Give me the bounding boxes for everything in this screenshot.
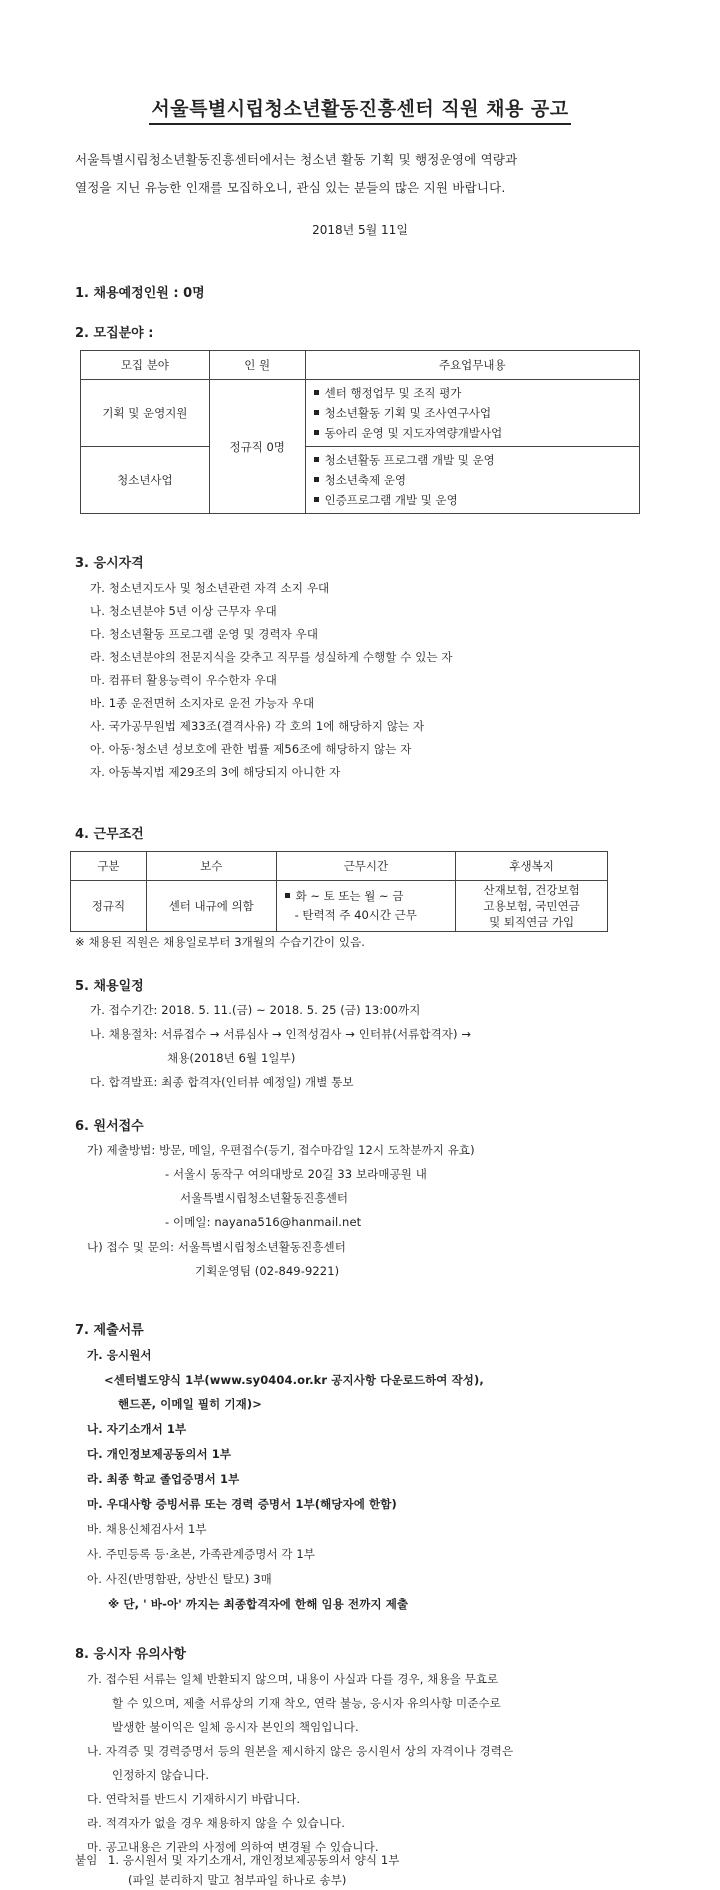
hours-line: - 탄력적 주 40시간 근무: [294, 908, 417, 922]
notice-line: 할 수 있으며, 제출 서류상의 기재 착오, 연락 불능, 응시자 유의사항 미준수로: [112, 1696, 501, 1710]
intro-line-1: 서울특별시립청소년활동진흥센터에서는 청소년 활동 기획 및 행정운영에 역량과: [75, 152, 518, 167]
schedule-item: 다. 합격발표: 최종 합격자(인터뷰 예정일) 개별 통보: [90, 1075, 354, 1089]
document-item: 핸드폰, 이메일 필히 기재)>: [118, 1397, 262, 1411]
application-line: 가) 제출방법: 방문, 메일, 우편접수(등기, 접수마감일 12시 도착분까지 유효): [87, 1143, 475, 1157]
qualification-item: 마. 컴퓨터 활용능력이 우수한자 우대: [90, 673, 277, 687]
document-item: 바. 채용신체검사서 1부: [87, 1522, 207, 1536]
hours-line: 화 ~ 토 또는 월 ~ 금: [285, 887, 456, 906]
page-title: [0, 94, 720, 121]
attachment-line: 1. 응시원서 및 자기소개서, 개인정보제공동의서 양식 1부: [108, 1853, 400, 1867]
welfare-cell: [456, 881, 608, 932]
section-1-heading: 1. 채용예정인원 : 0명: [75, 286, 205, 301]
employment-type: 정규직: [71, 881, 147, 932]
welfare-line: 및 퇴직연금 가입: [489, 915, 575, 929]
section-6-heading: 6. 원서접수: [75, 1119, 144, 1134]
section-3-heading: 3. 응시자격: [75, 556, 144, 571]
notice-line: 가. 접수된 서류는 일체 반환되지 않으며, 내용이 사실과 다를 경우, 채용을 무효로: [87, 1672, 499, 1686]
bullet-icon: [314, 457, 319, 462]
section-5-heading: 5. 채용일정: [75, 979, 144, 994]
attachment-label: 붙임: [75, 1853, 98, 1867]
schedule-item: 나. 채용절차: 서류접수 → 서류심사 → 인적성검사 → 인터뷰(서류합격자) →: [90, 1027, 472, 1041]
document-item: 다. 개인정보제공동의서 1부: [87, 1447, 232, 1461]
document-item: 사. 주민등록 등·초본, 가족관계증명서 각 1부: [87, 1547, 316, 1561]
duty-item: 청소년축제 운영: [314, 470, 631, 490]
intro-line-2: 열정을 지닌 유능한 인재를 모집하오니, 관심 있는 분들의 많은 지원 바랍니다.: [75, 180, 506, 195]
probation-note: ※ 채용된 직원은 채용일로부터 3개월의 수습기간이 있음.: [75, 935, 366, 949]
duties-cell: [305, 447, 639, 514]
headcount-cell: 정규직 0명: [209, 380, 305, 514]
document-item: 마. 우대사항 증빙서류 또는 경력 증명서 1부(해당자에 한함): [87, 1497, 397, 1511]
table-row: [81, 447, 640, 514]
notice-line: 다. 연락처를 반드시 기재하시기 바랍니다.: [87, 1792, 301, 1806]
duty-item: 동아리 운영 및 지도자역량개발사업: [314, 423, 631, 443]
schedule-item: 채용(2018년 6월 1일부): [167, 1051, 296, 1065]
table-header: 보수: [146, 852, 276, 881]
application-line: - 서울시 동작구 여의대방로 20길 33 보라매공원 내: [165, 1167, 427, 1181]
duties-cell: [305, 380, 639, 447]
document-item: 라. 최종 학교 졸업증명서 1부: [87, 1472, 240, 1486]
application-line: 기획운영팀 (02-849-9221): [195, 1264, 340, 1278]
field-name: 기획 및 운영지원: [81, 380, 210, 447]
notice-line: 인정하지 않습니다.: [112, 1768, 210, 1782]
table-header-row: [71, 852, 608, 881]
table-header: 근무시간: [276, 852, 456, 881]
welfare-line: 산재보험, 건강보험: [483, 883, 580, 897]
bullet-icon: [314, 410, 319, 415]
table-header-row: [81, 351, 640, 380]
section-8-heading: 8. 응시자 유의사항: [75, 1647, 186, 1662]
table-row: [71, 881, 608, 932]
document-note: ※ 단, ' 바-아' 까지는 최종합격자에 한해 임용 전까지 제출: [108, 1597, 409, 1611]
document-item: <센터별도양식 1부(www.sy0404.or.kr 공지사항 다운로드하여 작성),: [104, 1373, 484, 1387]
application-line: 나) 접수 및 문의: 서울특별시립청소년활동진흥센터: [87, 1240, 346, 1254]
application-line: - 이메일: nayana516@hanmail.net: [165, 1215, 362, 1229]
recruitment-fields-table: [80, 350, 640, 514]
hours-cell: [276, 881, 456, 932]
document-item: 나. 자기소개서 1부: [87, 1422, 187, 1436]
field-name: 청소년사업: [81, 447, 210, 514]
qualification-item: 사. 국가공무원법 제33조(결격사유) 각 호의 1에 해당하지 않는 자: [90, 719, 425, 733]
table-header: 주요업무내용: [305, 351, 639, 380]
notice-line: 나. 자격증 및 경력증명서 등의 원본을 제시하지 않은 응시원서 상의 자격이나 경력은: [87, 1744, 514, 1758]
section-2-heading: 2. 모집분야 :: [75, 326, 154, 341]
bullet-icon: [314, 390, 319, 395]
qualification-item: 나. 청소년분야 5년 이상 근무자 우대: [90, 604, 277, 618]
duty-item: 인증프로그램 개발 및 운영: [314, 490, 631, 510]
duty-item: 센터 행정업무 및 조직 평가: [314, 383, 631, 403]
table-header: 구분: [71, 852, 147, 881]
duty-item: 청소년활동 프로그램 개발 및 운영: [314, 450, 631, 470]
qualification-item: 자. 아동복지법 제29조의 3에 해당되지 아니한 자: [90, 765, 341, 779]
application-line: 서울특별시립청소년활동진흥센터: [180, 1191, 349, 1205]
page-title-text: 서울특별시립청소년활동진흥센터 직원 채용 공고: [149, 98, 570, 125]
section-7-heading: 7. 제출서류: [75, 1323, 144, 1338]
attachment-line: (파일 분리하지 말고 첨부파일 하나로 송부): [128, 1873, 347, 1887]
table-header: 인 원: [209, 351, 305, 380]
qualification-item: 가. 청소년지도사 및 청소년관련 자격 소지 우대: [90, 581, 330, 595]
qualification-item: 라. 청소년분야의 전문지식을 갖추고 직무를 성실하게 수행할 수 있는 자: [90, 650, 453, 664]
bullet-icon: [314, 497, 319, 502]
notice-date: 2018년 5월 11일: [312, 223, 408, 237]
pay-cell: 센터 내규에 의함: [146, 881, 276, 932]
table-header: 후생복지: [456, 852, 608, 881]
qualification-item: 바. 1종 운전면허 소지자로 운전 가능자 우대: [90, 696, 315, 710]
welfare-line: 고용보험, 국민연금: [483, 899, 580, 913]
bullet-icon: [285, 893, 290, 898]
notice-line: 라. 적격자가 없을 경우 채용하지 않을 수 있습니다.: [87, 1816, 345, 1830]
notice-line: 마. 공고내용은 기관의 사정에 의하여 변경될 수 있습니다.: [87, 1840, 379, 1854]
schedule-item: 가. 접수기간: 2018. 5. 11.(금) ~ 2018. 5. 25 (금) 13:00까지: [90, 1003, 421, 1017]
duty-item: 청소년활동 기획 및 조사연구사업: [314, 403, 631, 423]
document-item: 가. 응시원서: [87, 1348, 152, 1362]
document-item: 아. 사진(반명함판, 상반신 탈모) 3매: [87, 1572, 272, 1586]
bullet-icon: [314, 430, 319, 435]
notice-line: 발생한 불이익은 일체 응시자 본인의 책임입니다.: [112, 1720, 359, 1734]
table-header: 모집 분야: [81, 351, 210, 380]
bullet-icon: [314, 477, 319, 482]
qualification-item: 아. 아동·청소년 성보호에 관한 법률 제56조에 해당하지 않는 자: [90, 742, 412, 756]
section-4-heading: 4. 근무조건: [75, 827, 144, 842]
qualification-item: 다. 청소년활동 프로그램 운영 및 경력자 우대: [90, 627, 319, 641]
work-conditions-table: [70, 851, 608, 932]
table-row: [81, 380, 640, 447]
